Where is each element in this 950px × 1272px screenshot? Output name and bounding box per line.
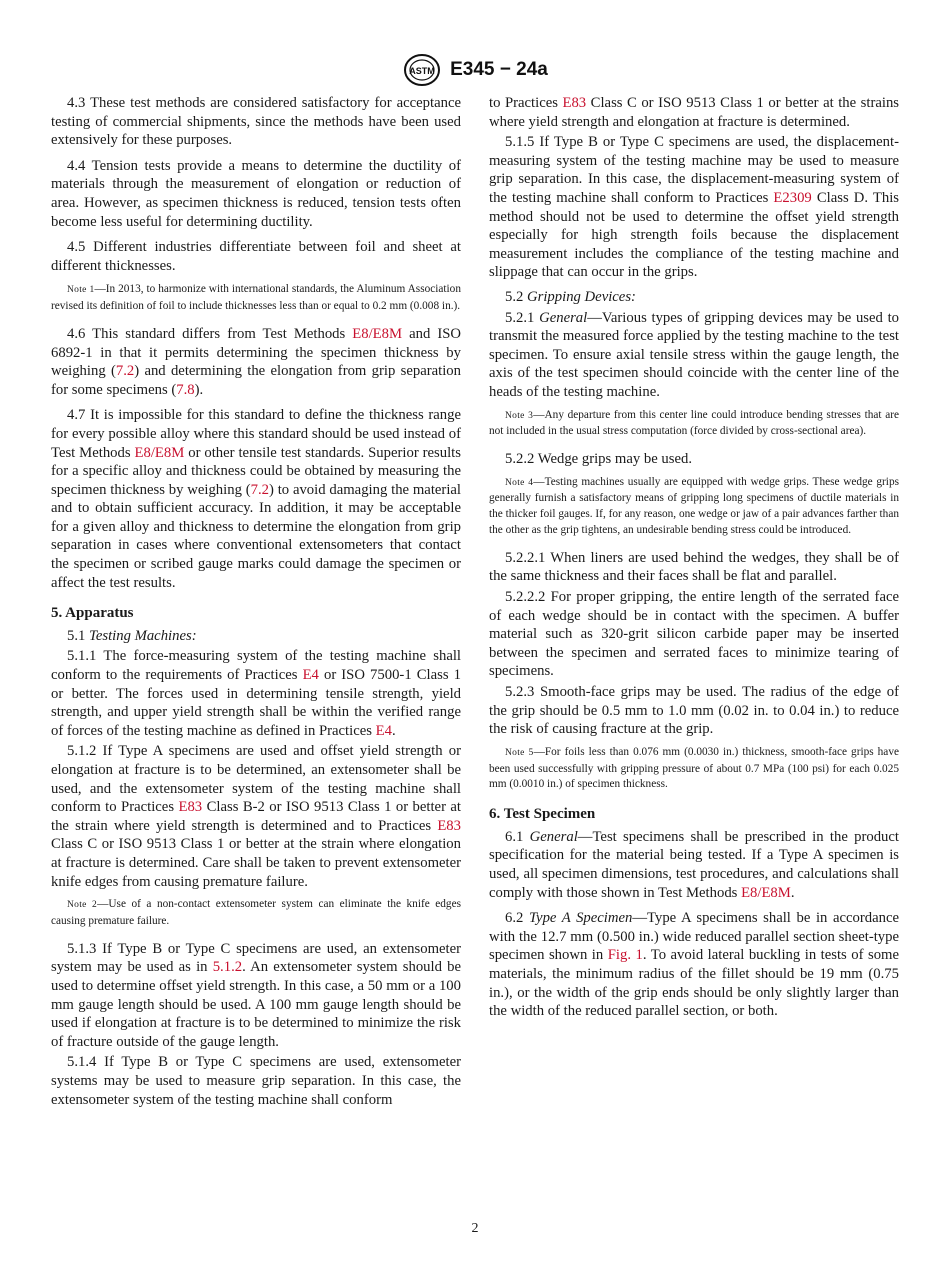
note-3: Note 3—Any departure from this center line could introduce bending stresses that are not included in the usual stress computation (force divided by cross-sectional area). [489, 408, 899, 438]
ref-e8[interactable]: E8/E8M [741, 884, 791, 901]
para-5-2-2-2: 5.2.2.2 For proper gripping, the entire length of the serrated face of each wedge should be in contact with the specimen. A buffer material such as 320-grit silicon carbide paper may be inserted between the specimen and serrated faces to minimize tearing of specimens. [489, 589, 899, 680]
ref-7-2[interactable]: 7.2 [250, 481, 269, 498]
ref-e83[interactable]: E83 [178, 799, 203, 816]
para-6-2: 6.2 Type A Specimen—Type A specimens shall be in accordance with the 12.7 mm (0.500 in.) wide reduced parallel section sheet-type specimen shown in Fig. 1. To avoid lateral buckling in tests of some materials, the minimum radius of the fillet should be 19 mm (0.75 in.), or the width of the grip ends should be only slightly larger than the width of the reduced parallel section, or both. [489, 910, 899, 1020]
para-5-1-1: 5.1.1 The force-measuring system of the testing machine shall conform to the requirements of Practices E4 or ISO 7500-1 Class 1 or better. The forces used in determining tensile strength, yield strength, and upper yield strength shall be within the verified range of forces of the testing machine as defined in Practices E4. [51, 648, 461, 739]
para-5-2: 5.2 Gripping Devices: [505, 288, 636, 305]
svg-text:ASTM: ASTM [409, 66, 435, 76]
para-5-1-4: 5.1.4 If Type B or Type C specimens are used, extensometer systems may be used to measure grip separation. In this case, the extensometer system of the testing machine shall conform [51, 1054, 461, 1108]
ref-e83[interactable]: E83 [437, 817, 461, 834]
page-number: 2 [471, 1221, 479, 1236]
note-1-text: —In 2013, to harmonize with international standards, the Aluminum Association revised its definition of foil to include thicknesses less than or equal to 0.2 mm (0.008 in.). [51, 283, 461, 313]
para-5-1-2: 5.1.2 If Type A specimens are used and offset yield strength or elongation at fracture is to be determined, an extensometer shall be used, and the extensometer system of the testing machine shall conform to Practices E83 Class B-2 or ISO 9513 Class 1 or better at the strain where yield strength is determined and to Practices E83 Class C or ISO 9513 Class 1 or better at the strain where elongation at fracture is determined. Care shall be taken to prevent extensometer knife edges from causing premature failure. [51, 743, 461, 890]
ref-7-8[interactable]: 7.8 [176, 381, 195, 398]
right-column [489, 94, 899, 1023]
ref-e83[interactable]: E83 [562, 95, 587, 111]
note-1-label: Note 1 [67, 285, 95, 296]
para-4-3: 4.3 These test methods are considered satisfactory for acceptance testing of commercial shipments, since the methods have been used extensively for these purposes. [51, 95, 461, 149]
ref-e4[interactable]: E4 [302, 667, 319, 684]
para-5-2-3: 5.2.3 Smooth-face grips may be used. The radius of the edge of the grip should be 0.5 mm to 1.0 mm (0.02 in. to 0.04 in.) to reduce the risk of causing fracture at the grip. [489, 684, 899, 738]
para-4-5: 4.5 Different industries differentiate between foil and sheet at different thicknesses. [51, 239, 461, 274]
section-5-heading: 5. Apparatus [51, 605, 134, 622]
ref-e2309[interactable]: E2309 [773, 189, 812, 206]
para-5-1: 5.1 Testing Machines: [67, 627, 197, 644]
para-5-1-4-cont: to Practices E83 Class C or ISO 9513 Class 1 or better at the strains where yield strength and elongation at fracture is determined. [489, 95, 900, 130]
ref-e4[interactable]: E4 [375, 722, 392, 739]
ref-e8[interactable]: E8/E8M [352, 325, 403, 342]
para-4-6: 4.6 This standard differs from Test Methods E8/E8M and ISO 6892-1 in that it permits determining the specimen thickness by weighing (7.2) and determining the elongation from grip separation for some specimens (7.8). [51, 325, 461, 398]
ref-fig-1[interactable]: Fig. 1 [607, 947, 643, 964]
para-5-2-2-1: 5.2.2.1 When liners are used behind the wedges, they shall be of the same thickness and their faces shall be flat and parallel. [489, 549, 899, 585]
para-4-7: 4.7 It is impossible for this standard to define the thickness range for every possible alloy where this standard should be used instead of Test Methods E8/E8M or other tensile test standards. Superior results for a specific alloy and thickness could be obtained by measuring the specimen thickness by weighing (7.2) to avoid damaging the material and to obtain sufficient accuracy. In addition, it may be acceptable for a given alloy and thickness to determine the elongation from grip separation in cases where conventional extensometers that contact the specimen or scribed gauge marks could damage the specimen or affect the test results. [51, 407, 461, 591]
note-2: Note 2—Use of a non-contact extensometer system can eliminate the knife edges causing premature failure. [51, 898, 461, 927]
left-column [51, 94, 461, 1111]
para-5-2-2: 5.2.2 Wedge grips may be used. [505, 451, 692, 468]
para-6-1: 6.1 General—Test specimens shall be prescribed in the product specification for the material being tested. If a Type A specimen is used, all specimen dimensions, test procedures, and calculations shall comply with those shown in Test Methods E8/E8M. [489, 828, 899, 901]
note-4: Note 4—Testing machines usually are equipped with wedge grips. These wedge grips generally furnish a satisfactory means of gripping long specimens of ductile materials in the thicker foil gauges. If, for any reason, one wedge or jaw of a pair advances farther than the other as the grip tightens, an undesirable bending stress could be introduced. [489, 475, 899, 537]
ref-e8[interactable]: E8/E8M [134, 444, 185, 461]
standard-designation: E345 − 24a [450, 59, 548, 80]
astm-logo-icon [402, 53, 442, 87]
page-header [0, 53, 950, 87]
note-5: Note 5—For foils less than 0.076 mm (0.0030 in.) thickness, smooth-face grips have been used successfully with gripping pressure of about 0.7 MPa (100 psi) for each 0.025 mm (0.0010 in.) of specimen thickness. [489, 745, 899, 791]
ref-7-2[interactable]: 7.2 [115, 363, 135, 380]
note-1 [51, 282, 461, 315]
para-5-1-3: 5.1.3 If Type B or Type C specimens are used, an extensometer system may be used as in 5.1.2. An extensometer system should be used to determine offset yield strength. In this case, a 50 mm or a 100 mm gauge length should be used. A 100 mm gauge length should be used if elongation at fracture is to be determined to minimize the risk of fracture outside of the gauge length. [51, 940, 461, 1050]
para-4-4: 4.4 Tension tests provide a means to determine the ductility of materials through the measurement of elongation or reduction of area. However, as specimen thickness is reduced, tension tests often become less useful for determining ductility. [51, 157, 461, 230]
para-5-2-1: 5.2.1 General—Various types of gripping devices may be used to transmit the measured force applied by the testing machine to the test specimen. To ensure axial tensile stress within the gauge length, the axis of the test specimen should coincide with the center line of the heads of the testing machine. [489, 309, 900, 400]
section-6-heading: 6. Test Specimen [489, 806, 596, 823]
ref-5-1-2[interactable]: 5.1.2 [212, 959, 243, 976]
para-5-1-5: 5.1.5 If Type B or Type C specimens are used, the displacement-measuring system of the testing machine may be used to measure grip separation. In this case, the displacement-measuring system of the testing machine shall conform to Practices E2309 Class D. This method should not be used to determine the offset yield strength especially for high strength foils because the displacement measurement includes the compliance of the testing machine and slippage that can occur in the grips. [489, 134, 900, 281]
